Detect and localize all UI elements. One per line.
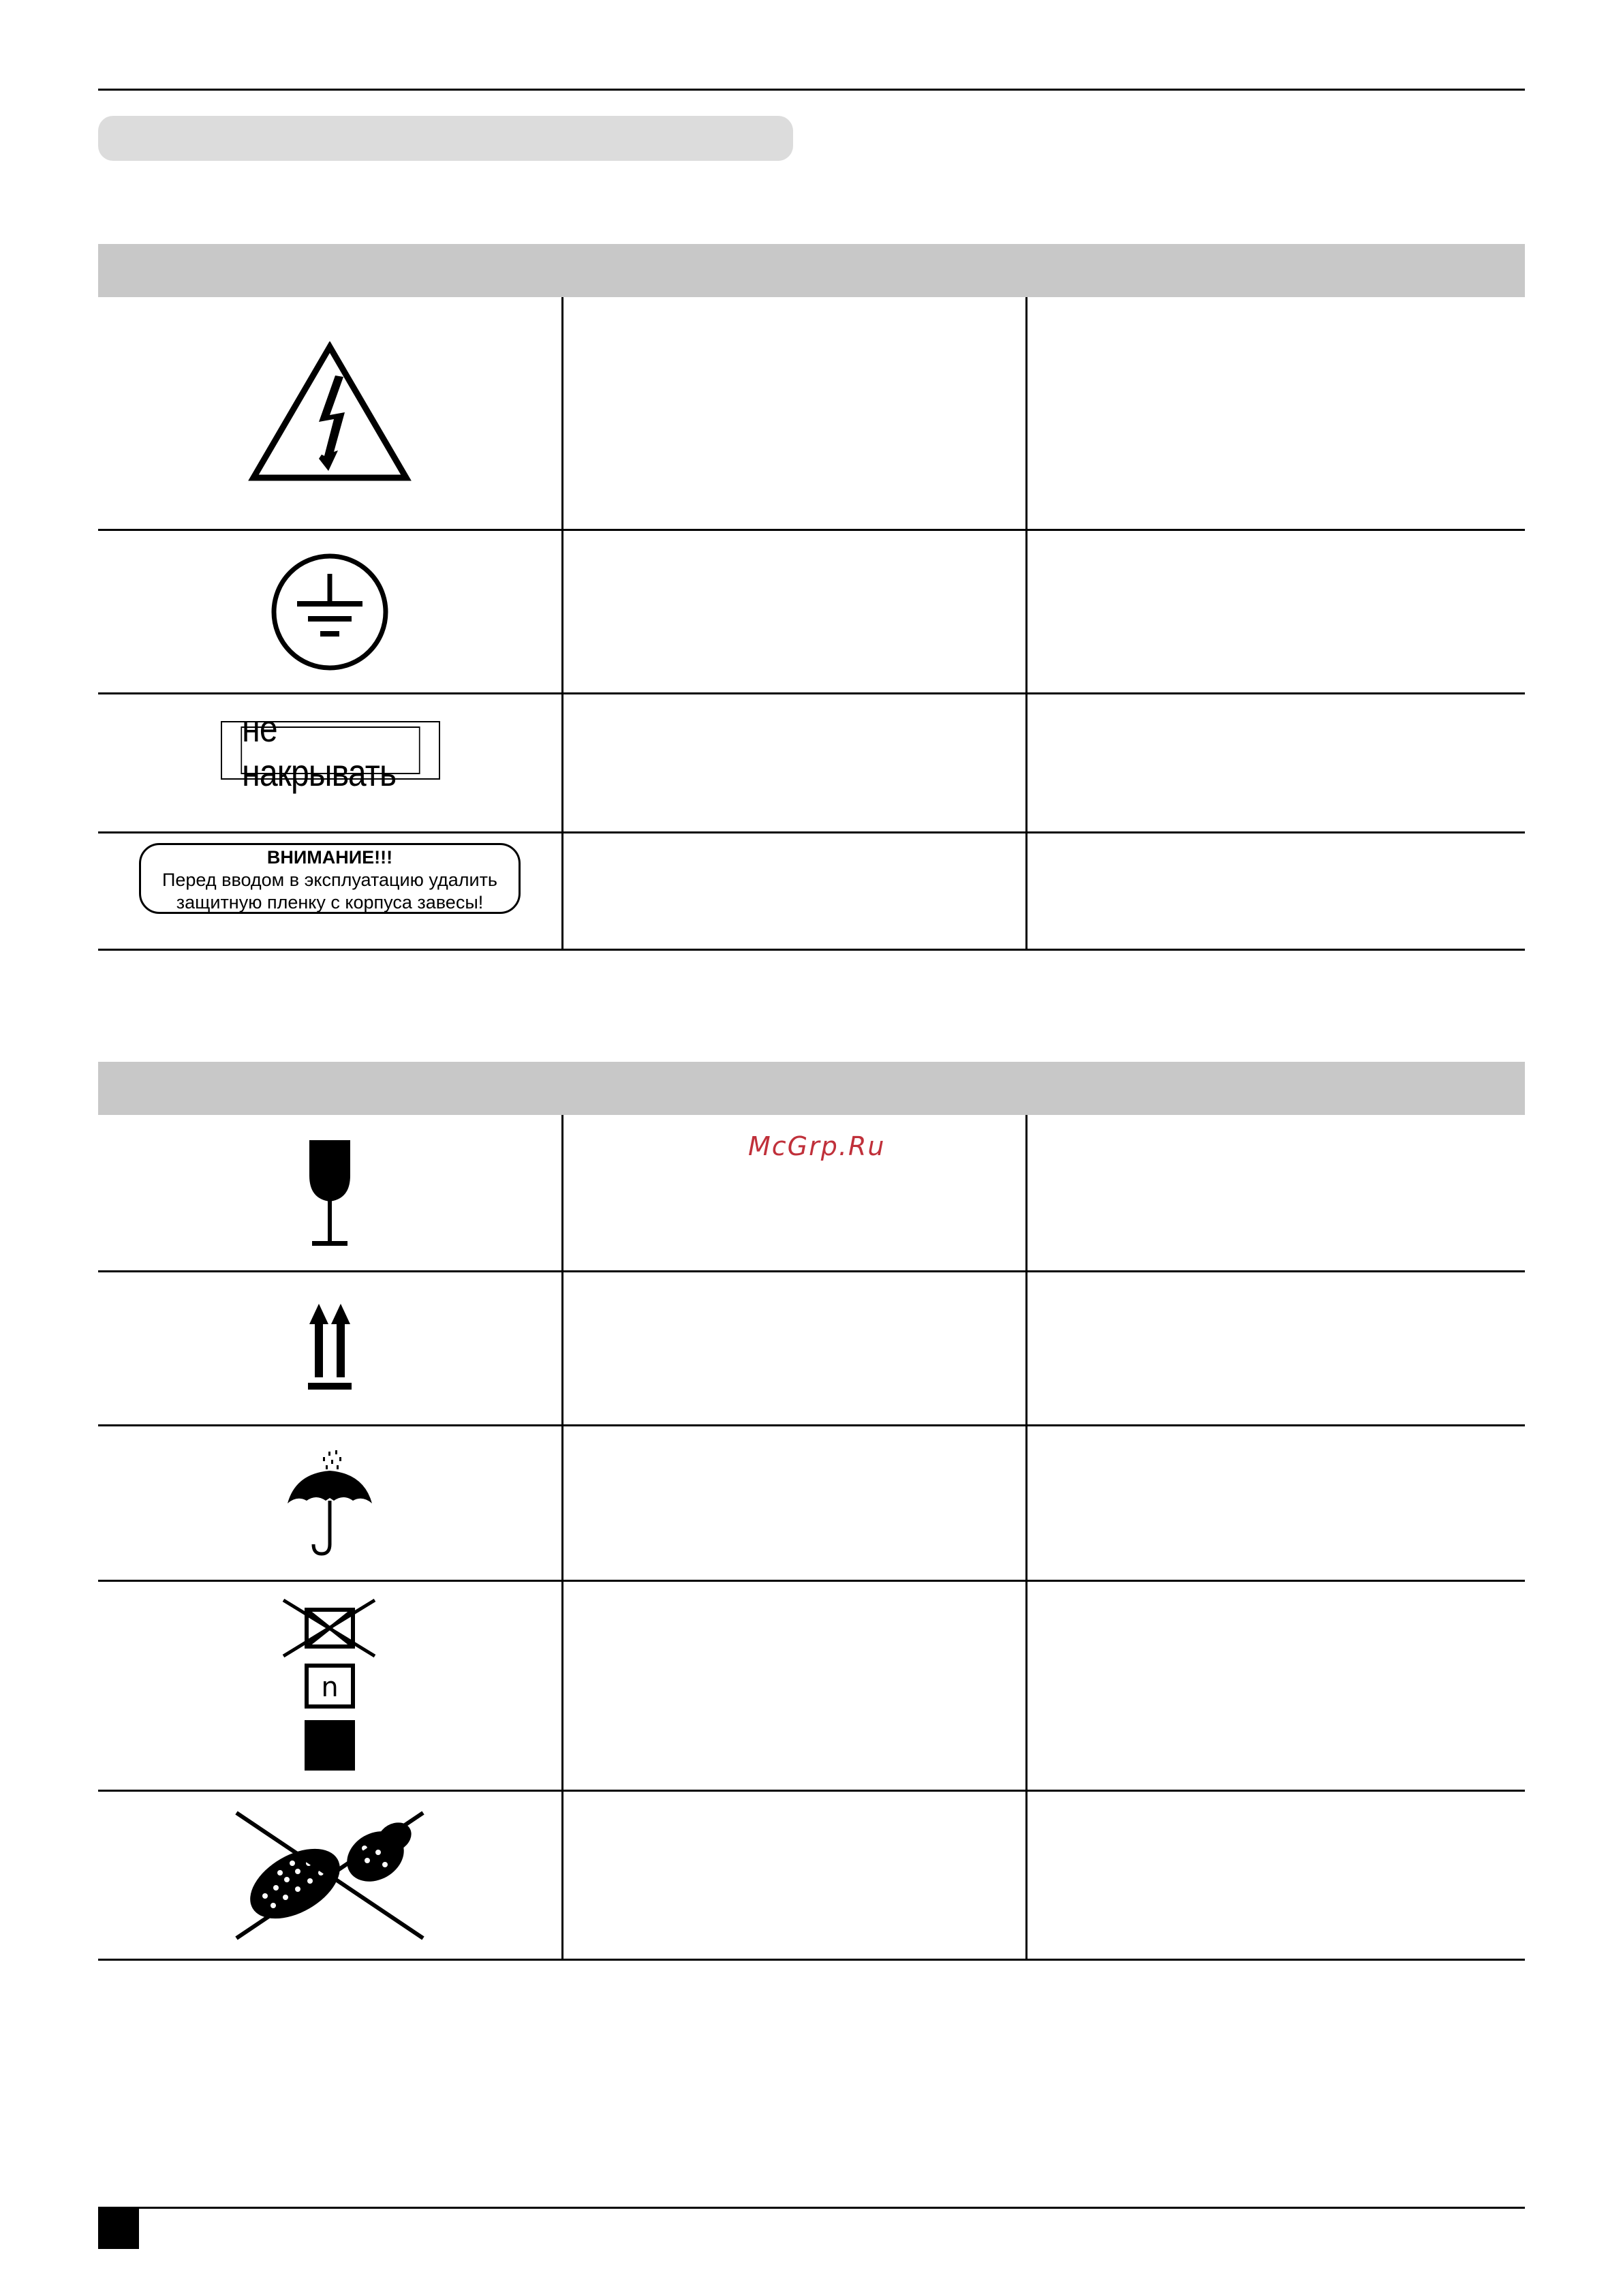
table-row	[98, 531, 561, 692]
stacking-limit-label: n	[321, 1671, 339, 1703]
shipping-table-header	[98, 1062, 1525, 1115]
watermark: McGrp.Ru	[748, 1131, 886, 1161]
table-row	[98, 297, 561, 529]
table-row	[98, 1582, 561, 1790]
section-header-pill	[98, 116, 793, 161]
bottom-rule	[98, 2207, 1525, 2209]
high-voltage-icon	[248, 341, 412, 485]
signs-table-row-divider	[98, 831, 1525, 833]
warning-title: ВНИМАНИЕ!!!	[266, 847, 393, 868]
warning-line-1: Перед вводом в эксплуатацию удалить	[161, 870, 497, 890]
this-way-up-icon	[303, 1301, 357, 1396]
shipping-table-col-divider-2	[1025, 1115, 1027, 1960]
fragile-icon	[303, 1136, 357, 1252]
warning-sign	[139, 843, 521, 914]
no-walking-icon	[231, 1807, 429, 1944]
do-not-cover-sign	[221, 707, 440, 794]
top-rule	[98, 89, 1525, 91]
signs-table-col-divider-2	[1025, 297, 1027, 949]
table-row	[98, 1426, 561, 1580]
do-not-cover-text: не накрывать	[242, 707, 397, 794]
warning-line-2: защитную пленку с корпуса завесы!	[176, 892, 484, 913]
shipping-table-col-divider-1	[561, 1115, 563, 1960]
signs-table-header	[98, 244, 1525, 297]
signs-table-bottom-rule	[98, 949, 1525, 951]
signs-table-col-divider-1	[561, 297, 563, 949]
table-row	[98, 1792, 561, 1959]
keep-dry-icon	[282, 1449, 377, 1558]
page-number-block	[98, 2208, 139, 2249]
table-row	[98, 1272, 561, 1424]
shipping-table-bottom-rule	[98, 1959, 1525, 1961]
table-row	[98, 1117, 561, 1270]
ground-icon	[268, 551, 391, 673]
signs-table-row-divider	[98, 692, 1525, 694]
